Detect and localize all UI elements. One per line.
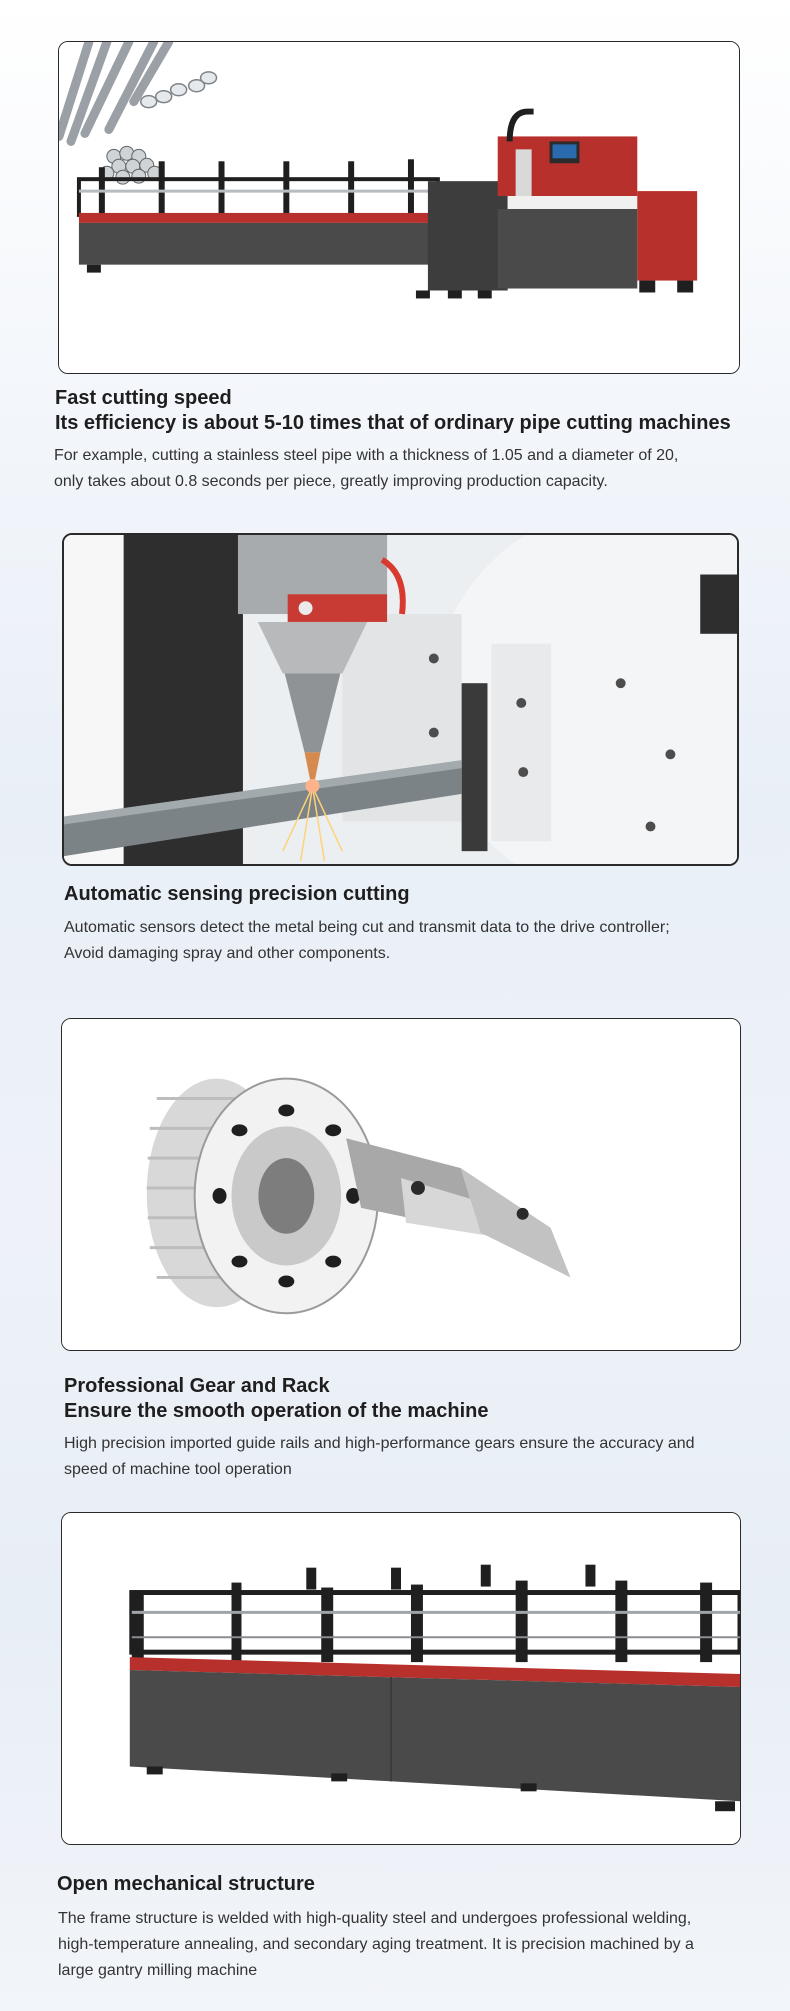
- laser-cutting-closeup-image: [64, 535, 737, 864]
- machine-frame-photo-frame: [61, 1512, 741, 1845]
- machine-bed-frame-image: [62, 1513, 740, 1844]
- section-1-description-line-2: only takes about 0.8 seconds per piece, greatly improving production capacity.: [54, 473, 608, 490]
- section-2-description-line-2: Avoid damaging spray and other components.: [64, 945, 391, 962]
- section-4-title-line-1: Open mechanical structure: [57, 1873, 315, 1895]
- section-4-description-line-3: large gantry milling machine: [58, 1962, 258, 1979]
- section-2-title-line-1: Automatic sensing precision cutting: [64, 883, 410, 905]
- section-4-title: [57, 1872, 315, 1897]
- section-1-description-line-1: For example, cutting a stainless steel pipe with a thickness of 1.05 and a diameter of 20,: [54, 447, 679, 464]
- section-2-title: [64, 882, 410, 907]
- pipe-cutting-machine-image: [59, 42, 739, 373]
- machine-photo-frame: [58, 41, 740, 374]
- section-1-title-line-1: Fast cutting speed: [55, 387, 232, 409]
- section-3-description-line-2: speed of machine tool operation: [64, 1461, 292, 1478]
- section-4-description: [58, 1906, 778, 1984]
- section-3-description-line-1: High precision imported guide rails and high-performance gears ensure the accuracy and: [64, 1435, 695, 1452]
- section-2-description-line-1: Automatic sensors detect the metal being cut and transmit data to the drive controller;: [64, 919, 670, 936]
- gear-rail-photo-frame: [61, 1018, 741, 1351]
- section-2-description: [64, 915, 764, 967]
- section-4-description-line-2: high-temperature annealing, and secondary aging treatment. It is precision machined by a: [58, 1936, 694, 1953]
- section-3-title-line-2: Ensure the smooth operation of the machine: [64, 1400, 489, 1422]
- section-1-title-line-2: Its efficiency is about 5-10 times that of ordinary pipe cutting machines: [55, 412, 731, 434]
- section-4-description-line-1: The frame structure is welded with high-quality steel and undergoes professional welding,: [58, 1910, 692, 1927]
- laser-head-photo-frame: [62, 533, 739, 866]
- section-1-title: [55, 386, 731, 436]
- gear-and-rail-image: [62, 1019, 740, 1350]
- section-3-description: [64, 1431, 764, 1483]
- section-1-description: [54, 443, 754, 495]
- section-3-title: [64, 1374, 489, 1424]
- section-3-title-line-1: Professional Gear and Rack: [64, 1375, 330, 1397]
